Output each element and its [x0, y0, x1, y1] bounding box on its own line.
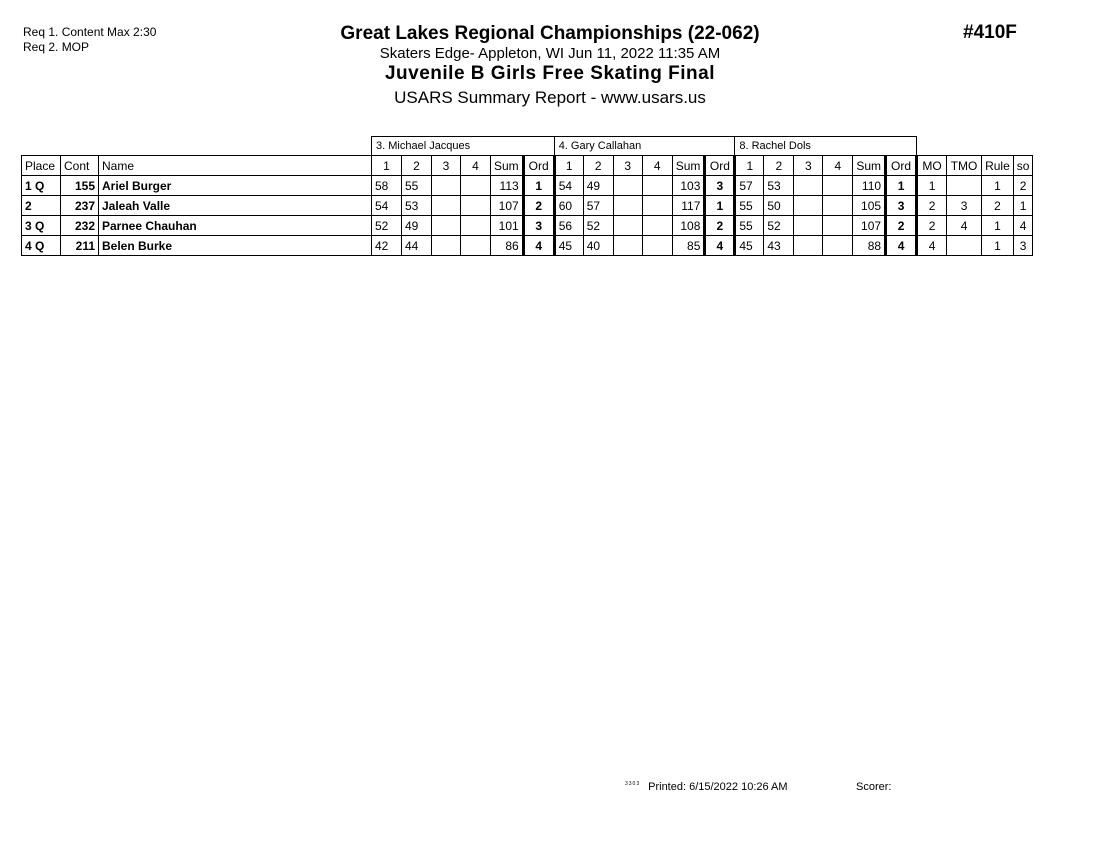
ord-cell: 1: [705, 196, 735, 216]
sum-cell: 110: [853, 176, 886, 196]
tmo-cell: [947, 176, 982, 196]
mark-cell: 55: [735, 196, 764, 216]
mark-cell: [642, 176, 672, 196]
mark-cell: [642, 216, 672, 236]
mark-cell: 52: [764, 216, 794, 236]
footer-printed: [625, 781, 788, 793]
sum-header: Sum: [853, 156, 886, 176]
rule-cell: 1: [982, 216, 1014, 236]
mark-header: 2: [583, 156, 613, 176]
sum-cell: 103: [672, 176, 705, 196]
mark-cell: [613, 176, 642, 196]
mark-cell: 42: [372, 236, 402, 256]
rule-cell: 1: [982, 236, 1014, 256]
result-row: [22, 236, 1033, 256]
report-header: [250, 22, 850, 110]
mark-cell: 52: [372, 216, 402, 236]
mark-cell: 57: [583, 196, 613, 216]
mark-cell: 57: [735, 176, 764, 196]
place-cell: 1 Q: [22, 176, 61, 196]
so-cell: 1: [1013, 196, 1033, 216]
mark-cell: 52: [583, 216, 613, 236]
sum-cell: 107: [853, 216, 886, 236]
judge-header-row: [22, 137, 1033, 156]
result-row: [22, 216, 1033, 236]
tmo-cell: 4: [947, 216, 982, 236]
sum-cell: 117: [672, 196, 705, 216]
mark-cell: [432, 196, 461, 216]
mark-cell: 53: [402, 196, 432, 216]
mark-cell: [794, 216, 823, 236]
mark-header: 3: [432, 156, 461, 176]
name-header: Name: [99, 156, 372, 176]
mark-cell: [794, 236, 823, 256]
judge-name: 8. Rachel Dols: [735, 137, 917, 156]
mark-cell: [794, 196, 823, 216]
so-cell: 4: [1013, 216, 1033, 236]
mark-cell: [613, 236, 642, 256]
tmo-header: TMO: [947, 156, 982, 176]
mark-cell: [642, 196, 672, 216]
ord-header: Ord: [886, 156, 917, 176]
mark-cell: 55: [735, 216, 764, 236]
mark-cell: 54: [554, 176, 583, 196]
ord-cell: 4: [705, 236, 735, 256]
mark-header: 3: [794, 156, 823, 176]
mark-cell: 49: [402, 216, 432, 236]
results-table: [21, 136, 1033, 256]
ord-cell: 2: [886, 216, 917, 236]
mark-cell: [461, 196, 491, 216]
sum-cell: 113: [491, 176, 524, 196]
mark-cell: [613, 216, 642, 236]
mo-cell: 4: [917, 236, 947, 256]
ord-cell: 1: [886, 176, 917, 196]
skater-name-cell: Parnee Chauhan: [99, 216, 372, 236]
mark-header: 4: [461, 156, 491, 176]
mark-header: 4: [823, 156, 853, 176]
mark-cell: [823, 176, 853, 196]
mark-header: 2: [402, 156, 432, 176]
sum-cell: 86: [491, 236, 524, 256]
mo-header: MO: [917, 156, 947, 176]
sum-header: Sum: [491, 156, 524, 176]
mark-cell: [642, 236, 672, 256]
skater-name-cell: Ariel Burger: [99, 176, 372, 196]
sum-cell: 101: [491, 216, 524, 236]
result-row: [22, 176, 1033, 196]
judge-name: 3. Michael Jacques: [372, 137, 555, 156]
ord-cell: 3: [705, 176, 735, 196]
mark-cell: [432, 176, 461, 196]
event-number: #410F: [963, 22, 1017, 43]
sum-cell: 107: [491, 196, 524, 216]
mark-cell: 49: [583, 176, 613, 196]
skater-name-cell: Belen Burke: [99, 236, 372, 256]
result-row: [22, 196, 1033, 216]
tmo-cell: [947, 236, 982, 256]
mark-cell: 44: [402, 236, 432, 256]
cont-cell: 232: [61, 216, 99, 236]
mark-header: 1: [372, 156, 402, 176]
tmo-cell: 3: [947, 196, 982, 216]
cont-header: Cont: [61, 156, 99, 176]
requirement-1: Req 1. Content Max 2:30: [23, 25, 157, 39]
mark-cell: 54: [372, 196, 402, 216]
sum-cell: 88: [853, 236, 886, 256]
place-cell: 4 Q: [22, 236, 61, 256]
mo-cell: 2: [917, 216, 947, 236]
mark-header: 4: [642, 156, 672, 176]
cont-cell: 211: [61, 236, 99, 256]
mark-cell: 50: [764, 196, 794, 216]
mark-cell: 43: [764, 236, 794, 256]
mark-header: 2: [764, 156, 794, 176]
mark-cell: [461, 216, 491, 236]
mark-cell: [794, 176, 823, 196]
mark-header: 3: [613, 156, 642, 176]
mark-cell: [823, 216, 853, 236]
mo-cell: 2: [917, 196, 947, 216]
mark-header: 1: [554, 156, 583, 176]
ord-cell: 2: [705, 216, 735, 236]
place-cell: 2: [22, 196, 61, 216]
rule-header: Rule: [982, 156, 1014, 176]
mark-cell: [432, 216, 461, 236]
ord-header: Ord: [705, 156, 735, 176]
so-header: so: [1013, 156, 1033, 176]
mark-cell: 45: [554, 236, 583, 256]
requirement-2: Req 2. MOP: [23, 40, 90, 54]
mark-cell: 55: [402, 176, 432, 196]
mo-cell: 1: [917, 176, 947, 196]
ord-cell: 1: [523, 176, 554, 196]
skater-name-cell: Jaleah Valle: [99, 196, 372, 216]
rule-cell: 1: [982, 176, 1014, 196]
cont-cell: 155: [61, 176, 99, 196]
mark-cell: 56: [554, 216, 583, 236]
mark-cell: 53: [764, 176, 794, 196]
judge-name: 4. Gary Callahan: [554, 137, 735, 156]
event-title: Juvenile B Girls Free Skating Final: [384, 63, 716, 84]
mark-cell: 60: [554, 196, 583, 216]
ord-header: Ord: [523, 156, 554, 176]
competition-title: Great Lakes Regional Championships (22-062): [340, 23, 760, 44]
column-header-row: [22, 156, 1033, 176]
mark-cell: [823, 236, 853, 256]
sum-cell: 105: [853, 196, 886, 216]
mark-cell: [432, 236, 461, 256]
so-cell: 3: [1013, 236, 1033, 256]
footer-scorer: Scorer:: [856, 781, 892, 793]
mark-header: 1: [735, 156, 764, 176]
rule-cell: 2: [982, 196, 1014, 216]
mark-cell: [461, 236, 491, 256]
mark-cell: [461, 176, 491, 196]
so-cell: 2: [1013, 176, 1033, 196]
mark-cell: 40: [583, 236, 613, 256]
sum-header: Sum: [672, 156, 705, 176]
footer-code: 3303: [625, 781, 641, 787]
place-header: Place: [22, 156, 61, 176]
mark-cell: 45: [735, 236, 764, 256]
ord-cell: 2: [523, 196, 554, 216]
ord-cell: 4: [886, 236, 917, 256]
mark-cell: [823, 196, 853, 216]
requirements: [23, 25, 156, 55]
venue-date: Skaters Edge- Appleton, WI Jun 11, 2022 11:35 AM: [379, 45, 721, 62]
report-title: USARS Summary Report - www.usars.us: [394, 88, 706, 107]
ord-cell: 4: [523, 236, 554, 256]
sum-cell: 108: [672, 216, 705, 236]
result-rows: [22, 176, 1033, 256]
place-cell: 3 Q: [22, 216, 61, 236]
ord-cell: 3: [886, 196, 917, 216]
printed-date: Printed: 6/15/2022 10:26 AM: [648, 781, 788, 793]
mark-cell: [613, 196, 642, 216]
ord-cell: 3: [523, 216, 554, 236]
sum-cell: 85: [672, 236, 705, 256]
cont-cell: 237: [61, 196, 99, 216]
mark-cell: 58: [372, 176, 402, 196]
